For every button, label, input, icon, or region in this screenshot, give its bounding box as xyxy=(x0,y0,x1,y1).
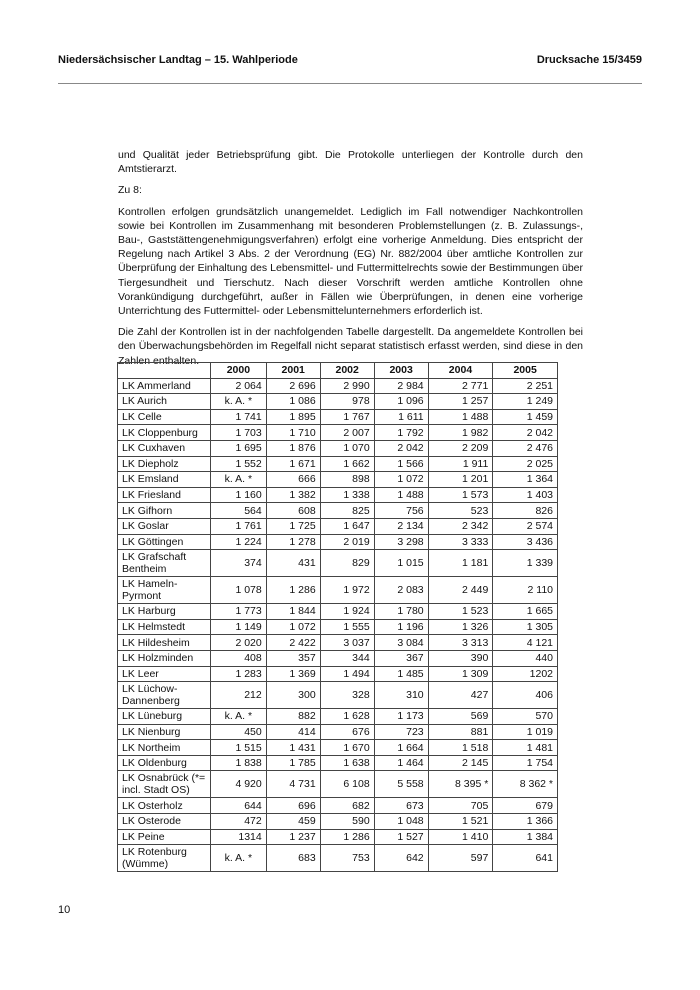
value-cell: 1 224 xyxy=(211,534,267,550)
table-row xyxy=(118,503,558,519)
paragraph-4: Die Zahl der Kontrollen ist in der nachfolgenden Tabelle dargestellt. Da angemeldete Kontrollen bei den Überwachungsbehörden im Regelfall nicht separat statistisch erfasst werden, sind diese in den Zahlen enthalten. xyxy=(118,326,583,367)
table-row xyxy=(118,755,558,771)
value-cell: 2 422 xyxy=(266,635,320,651)
value-cell: 1 283 xyxy=(211,666,267,682)
value-cell: 829 xyxy=(320,550,374,577)
value-cell: 1 647 xyxy=(320,518,374,534)
value-cell: 1 664 xyxy=(374,740,428,756)
value-cell: 431 xyxy=(266,550,320,577)
value-cell: 2 209 xyxy=(428,440,493,456)
value-cell: 898 xyxy=(320,472,374,488)
value-cell: 4 121 xyxy=(493,635,558,651)
value-cell: 1 019 xyxy=(493,724,558,740)
value-cell: 644 xyxy=(211,798,267,814)
table-row xyxy=(118,709,558,725)
value-cell: 1 339 xyxy=(493,550,558,577)
value-cell: 978 xyxy=(320,394,374,410)
value-cell: 344 xyxy=(320,650,374,666)
value-cell: 676 xyxy=(320,724,374,740)
column-header-year: 2001 xyxy=(266,363,320,379)
value-cell: 1 552 xyxy=(211,456,267,472)
district-cell: LK Cloppenburg xyxy=(118,425,211,441)
header-document-number: Drucksache 15/3459 xyxy=(536,54,642,66)
value-cell: 3 084 xyxy=(374,635,428,651)
district-cell: LK Celle xyxy=(118,409,211,425)
table-row xyxy=(118,604,558,620)
value-cell: 1 767 xyxy=(320,409,374,425)
value-cell: 1 488 xyxy=(374,487,428,503)
value-cell: 2 990 xyxy=(320,378,374,394)
table-row xyxy=(118,534,558,550)
district-cell: LK Peine xyxy=(118,829,211,845)
value-cell: 1 464 xyxy=(374,755,428,771)
table-row xyxy=(118,472,558,488)
district-cell: LK Harburg xyxy=(118,604,211,620)
value-cell: 1 309 xyxy=(428,666,493,682)
value-cell: 1 911 xyxy=(428,456,493,472)
value-cell: 3 436 xyxy=(493,534,558,550)
column-header-year: 2000 xyxy=(211,363,267,379)
value-cell: 1 725 xyxy=(266,518,320,534)
value-cell: 1 566 xyxy=(374,456,428,472)
value-cell: 881 xyxy=(428,724,493,740)
value-cell: 1 521 xyxy=(428,814,493,830)
table-row xyxy=(118,771,558,798)
value-cell: 523 xyxy=(428,503,493,519)
table-row xyxy=(118,518,558,534)
value-cell: 2 574 xyxy=(493,518,558,534)
value-cell: 682 xyxy=(320,798,374,814)
value-cell: 406 xyxy=(493,682,558,709)
value-cell: 2 476 xyxy=(493,440,558,456)
district-cell: LK Gifhorn xyxy=(118,503,211,519)
value-cell: 2 042 xyxy=(493,425,558,441)
value-cell: 1 431 xyxy=(266,740,320,756)
value-cell: 1 257 xyxy=(428,394,493,410)
value-cell: 1 160 xyxy=(211,487,267,503)
value-cell: 1 972 xyxy=(320,577,374,604)
table-row xyxy=(118,724,558,740)
value-cell: 1 895 xyxy=(266,409,320,425)
value-cell: 2 019 xyxy=(320,534,374,550)
value-cell: 2 771 xyxy=(428,378,493,394)
column-header-year: 2005 xyxy=(493,363,558,379)
value-cell: 825 xyxy=(320,503,374,519)
table-row xyxy=(118,619,558,635)
value-cell: 4 920 xyxy=(211,771,267,798)
value-cell: 2 042 xyxy=(374,440,428,456)
value-cell: 3 298 xyxy=(374,534,428,550)
value-cell: 1 515 xyxy=(211,740,267,756)
district-cell: LK Emsland xyxy=(118,472,211,488)
district-cell: LK Holzminden xyxy=(118,650,211,666)
value-cell: 683 xyxy=(266,845,320,872)
district-cell: LK Lüchow-Dannenberg xyxy=(118,682,211,709)
value-cell: 328 xyxy=(320,682,374,709)
value-cell: 2 145 xyxy=(428,755,493,771)
district-cell: LK Hameln-Pyrmont xyxy=(118,577,211,604)
value-cell: 1 286 xyxy=(320,829,374,845)
value-cell: 1 181 xyxy=(428,550,493,577)
value-cell: 3 333 xyxy=(428,534,493,550)
district-cell: LK Friesland xyxy=(118,487,211,503)
value-cell: 590 xyxy=(320,814,374,830)
table-row xyxy=(118,378,558,394)
value-cell: 882 xyxy=(266,709,320,725)
table-row xyxy=(118,409,558,425)
value-cell: 1 364 xyxy=(493,472,558,488)
value-cell: 826 xyxy=(493,503,558,519)
table-row xyxy=(118,682,558,709)
value-cell: 1 555 xyxy=(320,619,374,635)
column-header-year: 2003 xyxy=(374,363,428,379)
value-cell: 440 xyxy=(493,650,558,666)
value-cell: 472 xyxy=(211,814,267,830)
value-cell: 1 662 xyxy=(320,456,374,472)
column-header-year: 2004 xyxy=(428,363,493,379)
value-cell: k. A. * xyxy=(211,709,267,725)
district-cell: LK Oldenburg xyxy=(118,755,211,771)
value-cell: 1 703 xyxy=(211,425,267,441)
value-cell: 1 403 xyxy=(493,487,558,503)
value-cell: 608 xyxy=(266,503,320,519)
table-row xyxy=(118,829,558,845)
paragraph-1: und Qualität jeder Betriebsprüfung gibt. Die Protokolle unterliegen der Kontrolle durch den Amtstierarzt. xyxy=(118,149,583,176)
column-header-year: 2002 xyxy=(320,363,374,379)
value-cell: 679 xyxy=(493,798,558,814)
value-cell: k. A. * xyxy=(211,394,267,410)
table-row xyxy=(118,666,558,682)
value-cell: 642 xyxy=(374,845,428,872)
value-cell: 1 792 xyxy=(374,425,428,441)
value-cell: 300 xyxy=(266,682,320,709)
district-cell: LK Cuxhaven xyxy=(118,440,211,456)
table-row xyxy=(118,394,558,410)
value-cell: 1 628 xyxy=(320,709,374,725)
table-body xyxy=(118,378,558,872)
value-cell: 1 523 xyxy=(428,604,493,620)
value-cell: 1 286 xyxy=(266,577,320,604)
value-cell: 1 078 xyxy=(211,577,267,604)
value-cell: 408 xyxy=(211,650,267,666)
value-cell: 1 249 xyxy=(493,394,558,410)
value-cell: 696 xyxy=(266,798,320,814)
value-cell: 1 838 xyxy=(211,755,267,771)
value-cell: 705 xyxy=(428,798,493,814)
district-cell: LK Ammerland xyxy=(118,378,211,394)
body-text xyxy=(118,148,583,375)
page-number: 10 xyxy=(58,904,71,916)
value-cell: 374 xyxy=(211,550,267,577)
value-cell: 1 741 xyxy=(211,409,267,425)
district-cell: LK Northeim xyxy=(118,740,211,756)
table-row xyxy=(118,456,558,472)
value-cell: 6 108 xyxy=(320,771,374,798)
value-cell: 1 665 xyxy=(493,604,558,620)
value-cell: 2 696 xyxy=(266,378,320,394)
value-cell: 212 xyxy=(211,682,267,709)
value-cell: 1 527 xyxy=(374,829,428,845)
value-cell: 2 020 xyxy=(211,635,267,651)
table-row xyxy=(118,577,558,604)
district-cell: LK Rotenburg (Wümme) xyxy=(118,845,211,872)
district-cell: LK Nienburg xyxy=(118,724,211,740)
table-row xyxy=(118,425,558,441)
value-cell: 569 xyxy=(428,709,493,725)
table-row xyxy=(118,845,558,872)
table-header-row xyxy=(118,363,558,379)
value-cell: 1 611 xyxy=(374,409,428,425)
value-cell: 1 459 xyxy=(493,409,558,425)
district-cell: LK Osnabrück (*= incl. Stadt OS) xyxy=(118,771,211,798)
value-cell: 564 xyxy=(211,503,267,519)
district-cell: LK Aurich xyxy=(118,394,211,410)
value-cell: 1 070 xyxy=(320,440,374,456)
column-header-district xyxy=(118,363,211,379)
table-row xyxy=(118,650,558,666)
value-cell: 2 342 xyxy=(428,518,493,534)
value-cell: 1 844 xyxy=(266,604,320,620)
value-cell: 756 xyxy=(374,503,428,519)
value-cell: 1 237 xyxy=(266,829,320,845)
value-cell: 8 362 * xyxy=(493,771,558,798)
value-cell: 1 072 xyxy=(374,472,428,488)
value-cell: 310 xyxy=(374,682,428,709)
value-cell: 2 449 xyxy=(428,577,493,604)
value-cell: 1 670 xyxy=(320,740,374,756)
value-cell: 367 xyxy=(374,650,428,666)
district-cell: LK Osterholz xyxy=(118,798,211,814)
page-header xyxy=(58,54,642,70)
value-cell: k. A. * xyxy=(211,845,267,872)
value-cell: 1 761 xyxy=(211,518,267,534)
district-cell: LK Osterode xyxy=(118,814,211,830)
value-cell: 1 924 xyxy=(320,604,374,620)
value-cell: 1 326 xyxy=(428,619,493,635)
value-cell: 2 251 xyxy=(493,378,558,394)
district-cell: LK Grafschaft Bentheim xyxy=(118,550,211,577)
value-cell: 1 015 xyxy=(374,550,428,577)
value-cell: 1202 xyxy=(493,666,558,682)
district-cell: LK Göttingen xyxy=(118,534,211,550)
value-cell: 3 313 xyxy=(428,635,493,651)
table-row xyxy=(118,814,558,830)
paragraph-3: Kontrollen erfolgen grundsätzlich unangemeldet. Lediglich im Fall notwendiger Nachkontrollen sowie bei Kontrollen im Zusammenhang mit besonderen Problemstellungen (z. B. Zulassungs-, Bau-, Gaststättengenehmigungsverfahren) erfolgt eine vorherige Anmeldung. Dies entspricht der Regelung nach Artikel 3 Abs. 2 der Verordnung (EG) Nr. 882/2004 über amtliche Kontrollen zur Überprüfung der Einhaltung des Lebensmittel- und Futtermittelrechts sowie der Bestimmungen über Tiergesundheit und Tierschutz. Nach dieser Vorschrift werden amtliche Kontrollen ohne Vorankündigung durchgeführt, außer in Fällen wie Überprüfungen, in denen eine vorherige Unterrichtung des Futtermittel- oder Lebensmittelunternehmers erforderlich ist. xyxy=(118,205,583,318)
value-cell: 5 558 xyxy=(374,771,428,798)
paragraph-2: Zu 8: xyxy=(118,184,142,197)
value-cell: 673 xyxy=(374,798,428,814)
value-cell: 2 064 xyxy=(211,378,267,394)
value-cell: 1 384 xyxy=(493,829,558,845)
value-cell: 1 494 xyxy=(320,666,374,682)
table-row xyxy=(118,550,558,577)
value-cell: 1 488 xyxy=(428,409,493,425)
table-row xyxy=(118,635,558,651)
table-row xyxy=(118,798,558,814)
header-title: Niedersächsischer Landtag – 15. Wahlperiode xyxy=(58,54,298,66)
controls-table xyxy=(117,362,558,872)
value-cell: 459 xyxy=(266,814,320,830)
value-cell: 1 754 xyxy=(493,755,558,771)
value-cell: 2 025 xyxy=(493,456,558,472)
value-cell: 1 305 xyxy=(493,619,558,635)
header-rule xyxy=(58,83,642,84)
value-cell: 414 xyxy=(266,724,320,740)
value-cell: 427 xyxy=(428,682,493,709)
value-cell: 1 710 xyxy=(266,425,320,441)
value-cell: 3 037 xyxy=(320,635,374,651)
district-cell: LK Hildesheim xyxy=(118,635,211,651)
value-cell: 1 173 xyxy=(374,709,428,725)
district-cell: LK Goslar xyxy=(118,518,211,534)
value-cell: 597 xyxy=(428,845,493,872)
value-cell: 753 xyxy=(320,845,374,872)
table-row xyxy=(118,740,558,756)
value-cell: 390 xyxy=(428,650,493,666)
value-cell: 641 xyxy=(493,845,558,872)
value-cell: 1 149 xyxy=(211,619,267,635)
value-cell: 1 201 xyxy=(428,472,493,488)
value-cell: 1 196 xyxy=(374,619,428,635)
table-row xyxy=(118,487,558,503)
value-cell: 1 338 xyxy=(320,487,374,503)
value-cell: 1 785 xyxy=(266,755,320,771)
value-cell: 723 xyxy=(374,724,428,740)
value-cell: 1 481 xyxy=(493,740,558,756)
value-cell: 1 982 xyxy=(428,425,493,441)
value-cell: 2 007 xyxy=(320,425,374,441)
value-cell: 1 518 xyxy=(428,740,493,756)
value-cell: 2 134 xyxy=(374,518,428,534)
value-cell: 4 731 xyxy=(266,771,320,798)
value-cell: 1 410 xyxy=(428,829,493,845)
value-cell: 1 072 xyxy=(266,619,320,635)
table-row xyxy=(118,440,558,456)
value-cell: 570 xyxy=(493,709,558,725)
value-cell: 1 382 xyxy=(266,487,320,503)
value-cell: 1 695 xyxy=(211,440,267,456)
value-cell: 2 110 xyxy=(493,577,558,604)
value-cell: 357 xyxy=(266,650,320,666)
value-cell: 450 xyxy=(211,724,267,740)
value-cell: 1 366 xyxy=(493,814,558,830)
value-cell: 1 638 xyxy=(320,755,374,771)
district-cell: LK Leer xyxy=(118,666,211,682)
value-cell: 1 573 xyxy=(428,487,493,503)
value-cell: k. A. * xyxy=(211,472,267,488)
value-cell: 2 984 xyxy=(374,378,428,394)
value-cell: 1 671 xyxy=(266,456,320,472)
value-cell: 1 773 xyxy=(211,604,267,620)
value-cell: 1 086 xyxy=(266,394,320,410)
value-cell: 1 780 xyxy=(374,604,428,620)
value-cell: 1 369 xyxy=(266,666,320,682)
value-cell: 2 083 xyxy=(374,577,428,604)
value-cell: 1 876 xyxy=(266,440,320,456)
value-cell: 1 048 xyxy=(374,814,428,830)
district-cell: LK Helmstedt xyxy=(118,619,211,635)
value-cell: 1 485 xyxy=(374,666,428,682)
value-cell: 1314 xyxy=(211,829,267,845)
value-cell: 1 096 xyxy=(374,394,428,410)
value-cell: 1 278 xyxy=(266,534,320,550)
district-cell: LK Diepholz xyxy=(118,456,211,472)
value-cell: 8 395 * xyxy=(428,771,493,798)
value-cell: 666 xyxy=(266,472,320,488)
district-cell: LK Lüneburg xyxy=(118,709,211,725)
